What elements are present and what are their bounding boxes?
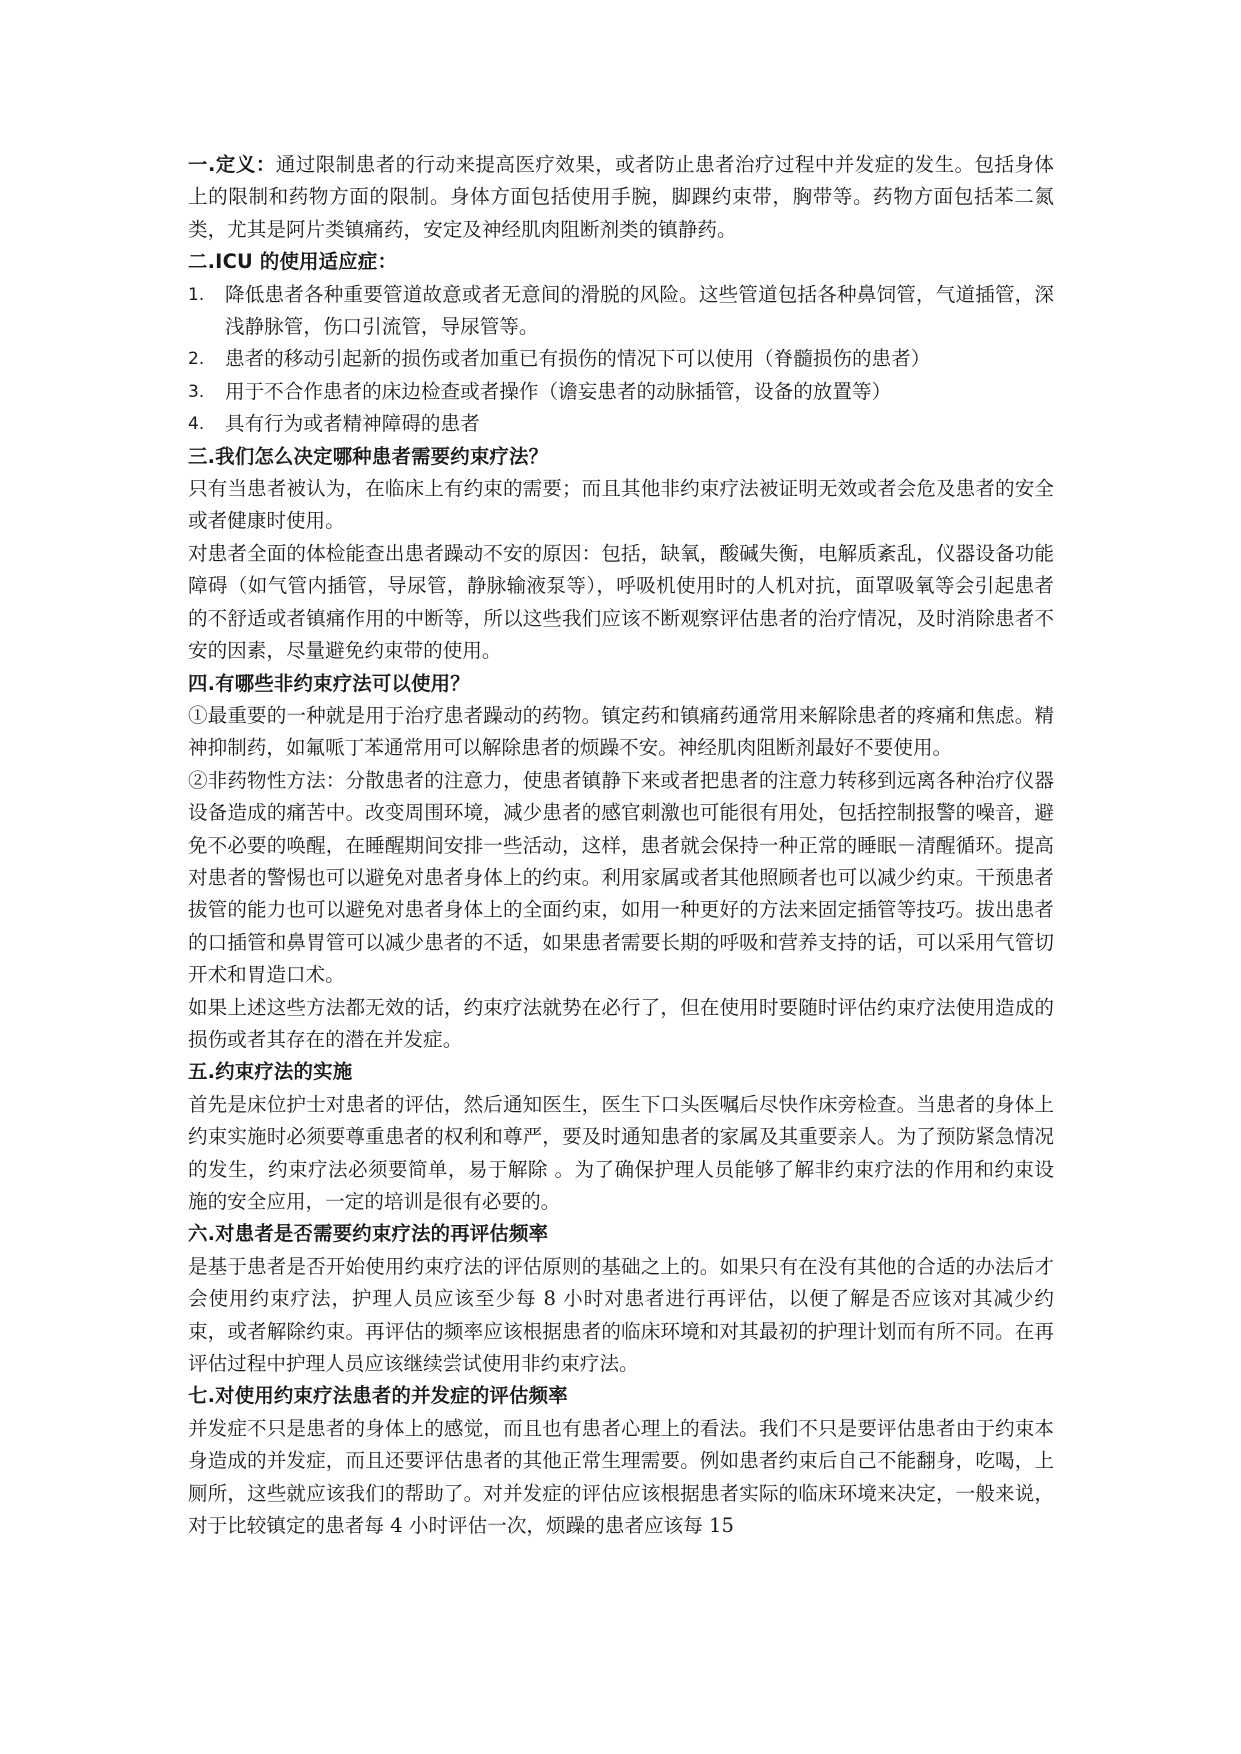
list-text: 具有行为或者精神障碍的患者 [225,412,480,436]
section-heading-definition: 一.定义： [188,153,276,176]
paragraph: 并发症不只是患者的身体上的感觉，而且也有患者心理上的看法。我们不只是要评估患者由于约束本身造成的并发症，而且还要评估患者的其他正常生理需要。例如患者约束后自己不能翻身，吃喝，上厕所，这些就应该我们的帮助了。对并发症的评估应该根据患者实际的临床环境来决定，一般来说，对于比较镇定的患者每 4 小时评估一次，烦躁的患者应该每 15 [188,1416,1054,1538]
section-heading-decision: 三.我们怎么决定哪种患者需要约束疗法？ [188,444,549,468]
section-heading-indications: 二.ICU 的使用适应症： [188,250,398,274]
paragraph: 只有当患者被认为，在临床上有约束的需要；而且其他非约束疗法被证明无效或者会危及患者的安全或者健康时使用。 [188,477,1054,533]
section-body-definition: 通过限制患者的行动来提高医疗效果，或者防止患者治疗过程中并发症的发生。包括身体上的限制和药物方面的限制。身体方面包括使用手腕，脚踝约束带，胸带等。药物方面包括苯二氮类，尤其是阿片类镇痛药，安定及神经肌肉阻断剂类的镇静药。 [188,153,1054,241]
list-text: 患者的移动引起新的损伤或者加重已有损伤的情况下可以使用（脊髓损伤的患者） [225,347,931,371]
list-item [188,343,1054,375]
list-number: 3. [188,381,205,402]
list-item [188,279,1054,344]
paragraph: ②非药物性方法：分散患者的注意力，使患者镇静下来或者把患者的注意力转移到远离各种治疗仪器设备造成的痛苦中。改变周围环境，减少患者的感官刺激也可能很有用处，包括控制报警的噪音，避免不必要的唤醒，在睡醒期间安排一些活动，这样，患者就会保持一种正常的睡眠－清醒循环。提高对患者的警惕也可以避免对患者身体上的约束。利用家属或者其他照顾者也可以减少约束。干预患者拔管的能力也可以避免对患者身体上的全面约束，如用一种更好的方法来固定插管等技巧。拔出患者的口插管和鼻胃管可以减少患者的不适，如果患者需要长期的呼吸和营养支持的话，可以采用气管切开术和胃造口术。 [188,768,1054,987]
paragraph: 对患者全面的体检能查出患者躁动不安的原因：包括，缺氧，酸碱失衡，电解质紊乱，仪器设备功能障碍（如气管内插管，导尿管，静脉输液泵等），呼吸机使用时的人机对抗，面罩吸氧等会引起患者的不舒适或者镇痛作用的中断等，所以这些我们应该不断观察评估患者的治疗情况，及时消除患者不安的因素，尽量避免约束带的使用。 [188,541,1054,663]
paragraph: 如果上述这些方法都无效的话，约束疗法就势在必行了，但在使用时要随时评估约束疗法使用造成的损伤或者其存在的潜在并发症。 [188,995,1054,1051]
list-number: 4. [188,414,205,435]
list-item [188,376,1054,408]
list-number: 1. [188,284,205,305]
paragraph: 首先是床位护士对患者的评估，然后通知医生，医生下口头医嘱后尽快作床旁检查。当患者的身体上约束实施时必须要尊重患者的权利和尊严，要及时通知患者的家属及其重要亲人。为了预防紧急情况的发生，约束疗法必须要简单，易于解除 。为了确保护理人员能够了解非约束疗法的作用和约束设施的安全应用，一定的培训是很有必要的。 [188,1092,1054,1213]
section-heading-reassessment: 六.对患者是否需要约束疗法的再评估频率 [188,1222,549,1246]
list-item [188,408,1054,440]
document-page [188,149,1054,1542]
list-number: 2. [188,349,205,370]
section-heading-alternatives: 四.有哪些非约束疗法可以使用？ [188,671,470,695]
section-heading-implementation: 五.约束疗法的实施 [188,1060,353,1084]
list-text: 降低患者各种重要管道故意或者无意间的滑脱的风险。这些管道包括各种鼻饲管，气道插管，深浅静脉管，伤口引流管，导尿管等。 [225,282,1054,339]
section-definition [188,149,1054,246]
paragraph: 是基于患者是否开始使用约束疗法的评估原则的基础之上的。如果只有在没有其他的合适的办法后才会使用约束疗法，护理人员应该至少每 8 小时对患者进行再评估，以便了解是否应该对其减少约束，或者解除约束。再评估的频率应该根据患者的临床环境和对其最初的护理计划而有所不同。在再评估过程中护理人员应该继续尝试使用非约束疗法。 [188,1254,1054,1376]
list-text: 用于不合作患者的床边检查或者操作（谵妄患者的动脉插管，设备的放置等） [225,379,892,403]
section-heading-complications: 七.对使用约束疗法患者的并发症的评估频率 [188,1384,568,1408]
paragraph: ①最重要的一种就是用于治疗患者躁动的药物。镇定药和镇痛药通常用来解除患者的疼痛和焦虑。精神抑制药，如氟哌丁苯通常用可以解除患者的烦躁不安。神经肌肉阻断剂最好不要使用。 [188,703,1054,760]
